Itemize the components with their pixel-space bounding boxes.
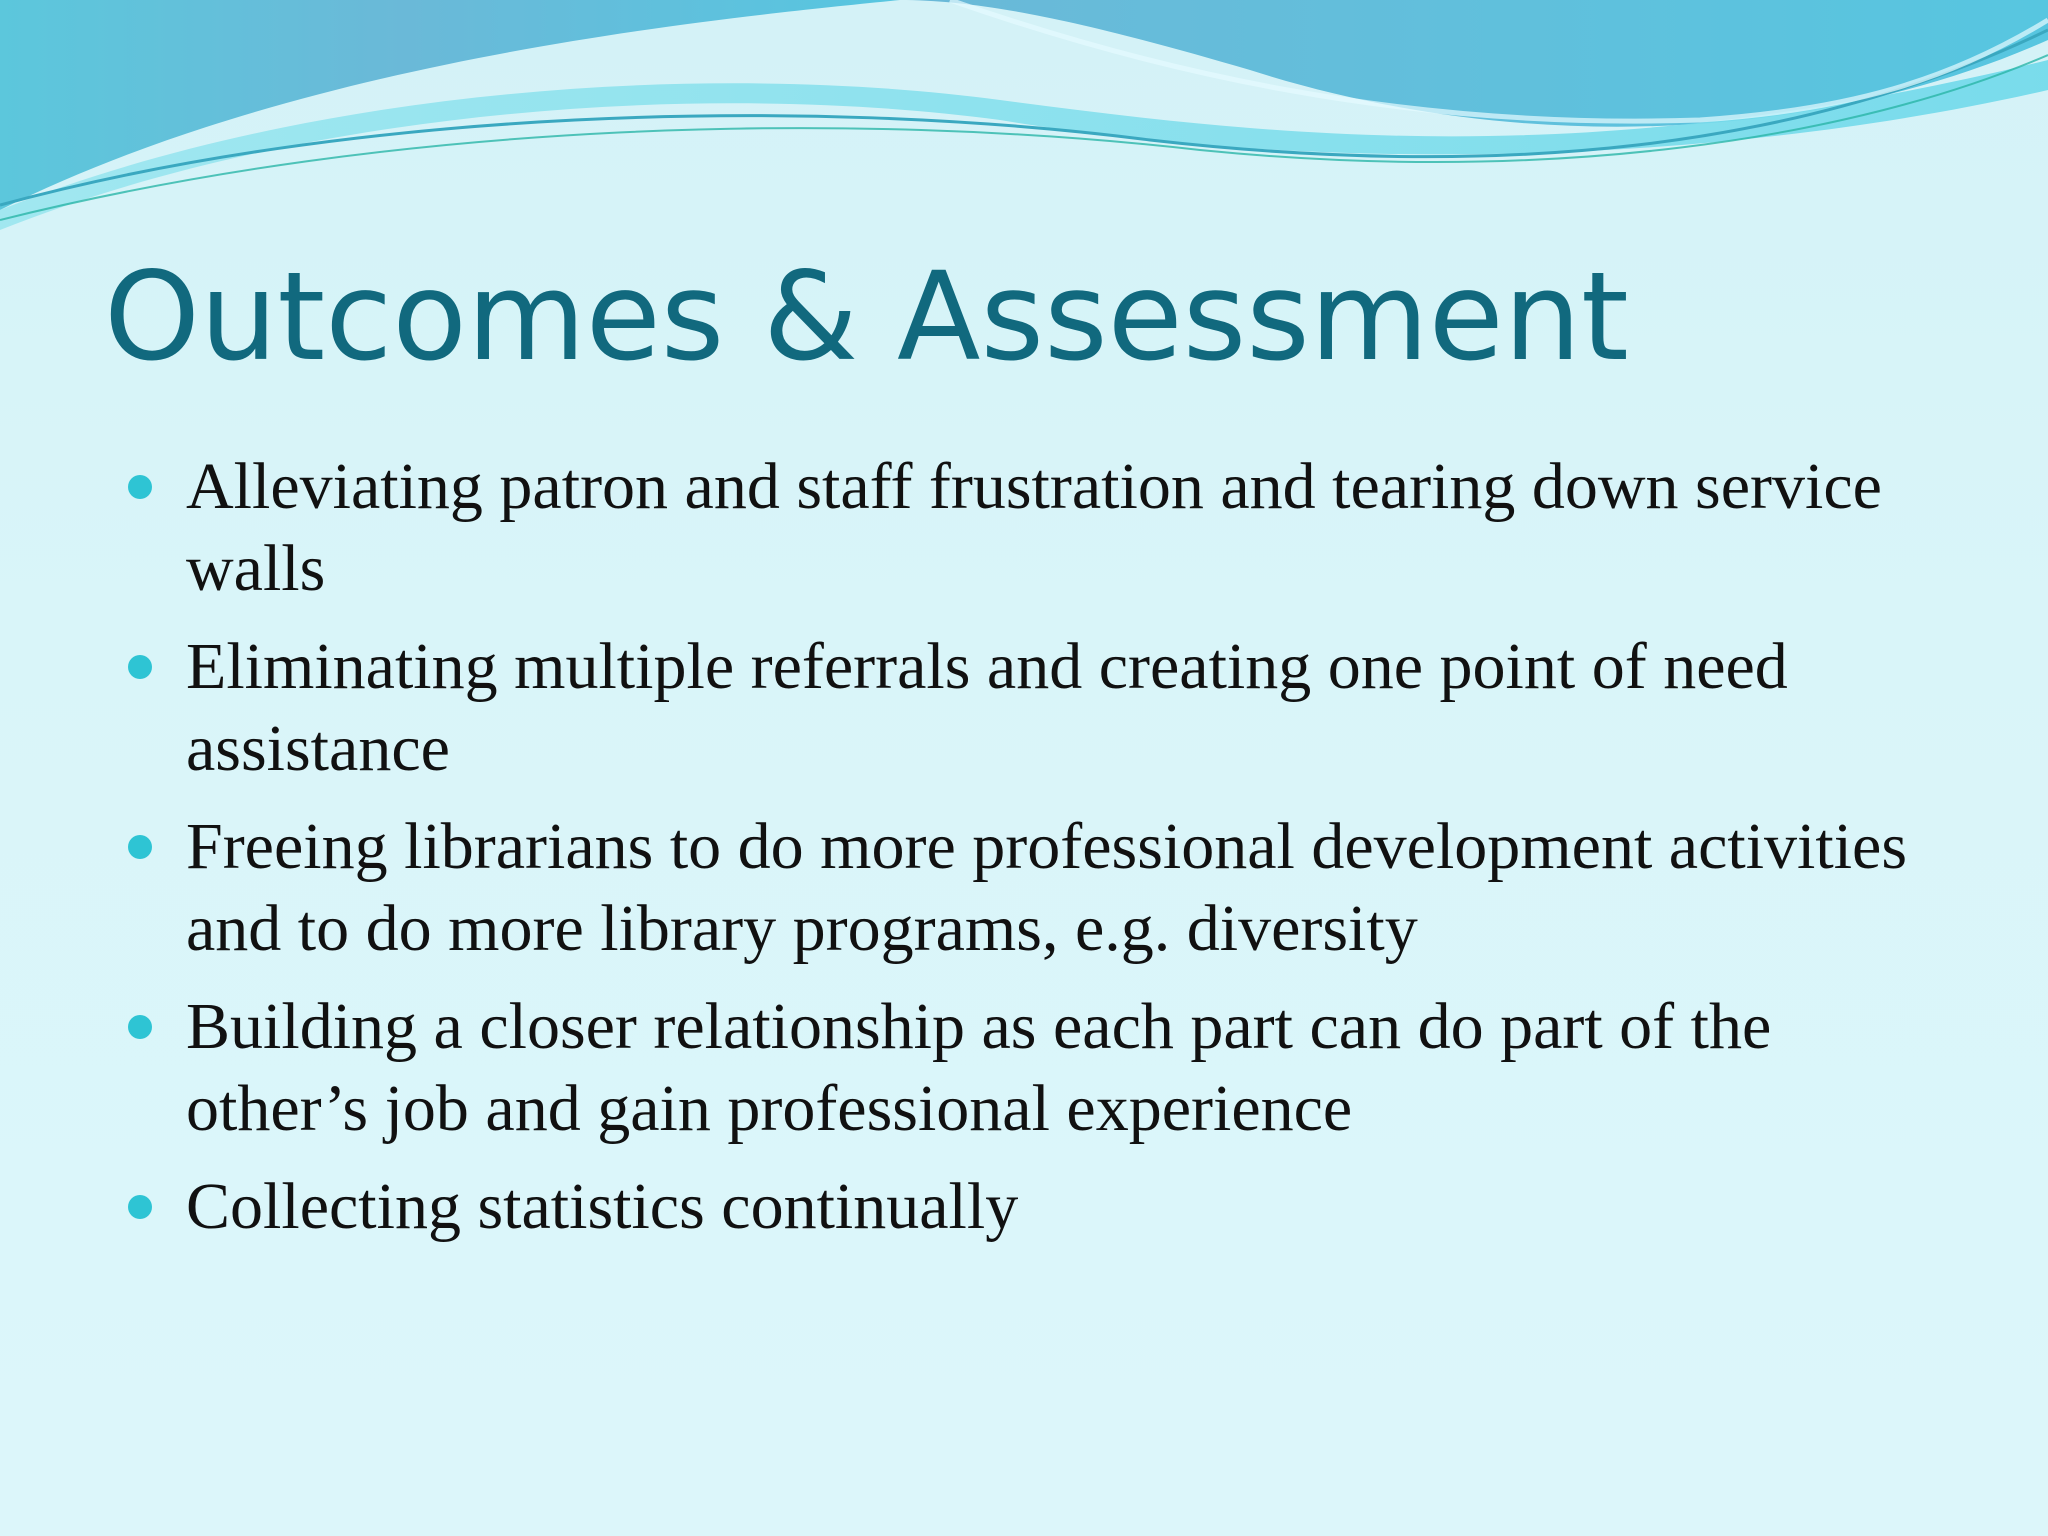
decorative-wave-header bbox=[0, 0, 2048, 240]
bullet-item bbox=[128, 806, 1908, 970]
bullet-text: Freeing librarians to do more professional development activities and to do more library programs, e.g. diversity bbox=[186, 810, 1908, 965]
bullet-text: Building a closer relationship as each part can do part of the other’s job and gain professional experience bbox=[186, 990, 1772, 1145]
bullet-item bbox=[128, 626, 1908, 790]
bullet-dot-icon bbox=[128, 835, 152, 859]
bullet-item bbox=[128, 986, 1908, 1150]
bullet-list bbox=[128, 446, 1908, 1264]
bullet-dot-icon bbox=[128, 1195, 152, 1219]
bullet-dot-icon bbox=[128, 1015, 152, 1039]
bullet-text: Collecting statistics continually bbox=[186, 1170, 1019, 1243]
bullet-item bbox=[128, 1166, 1908, 1248]
bullet-dot-icon bbox=[128, 655, 152, 679]
bullet-item bbox=[128, 446, 1908, 610]
bullet-text: Alleviating patron and staff frustration and tearing down service walls bbox=[186, 450, 1882, 605]
bullet-text: Eliminating multiple referrals and creating one point of need assistance bbox=[186, 630, 1788, 785]
slide-title: Outcomes & Assessment bbox=[104, 246, 1629, 388]
bullet-dot-icon bbox=[128, 475, 152, 499]
